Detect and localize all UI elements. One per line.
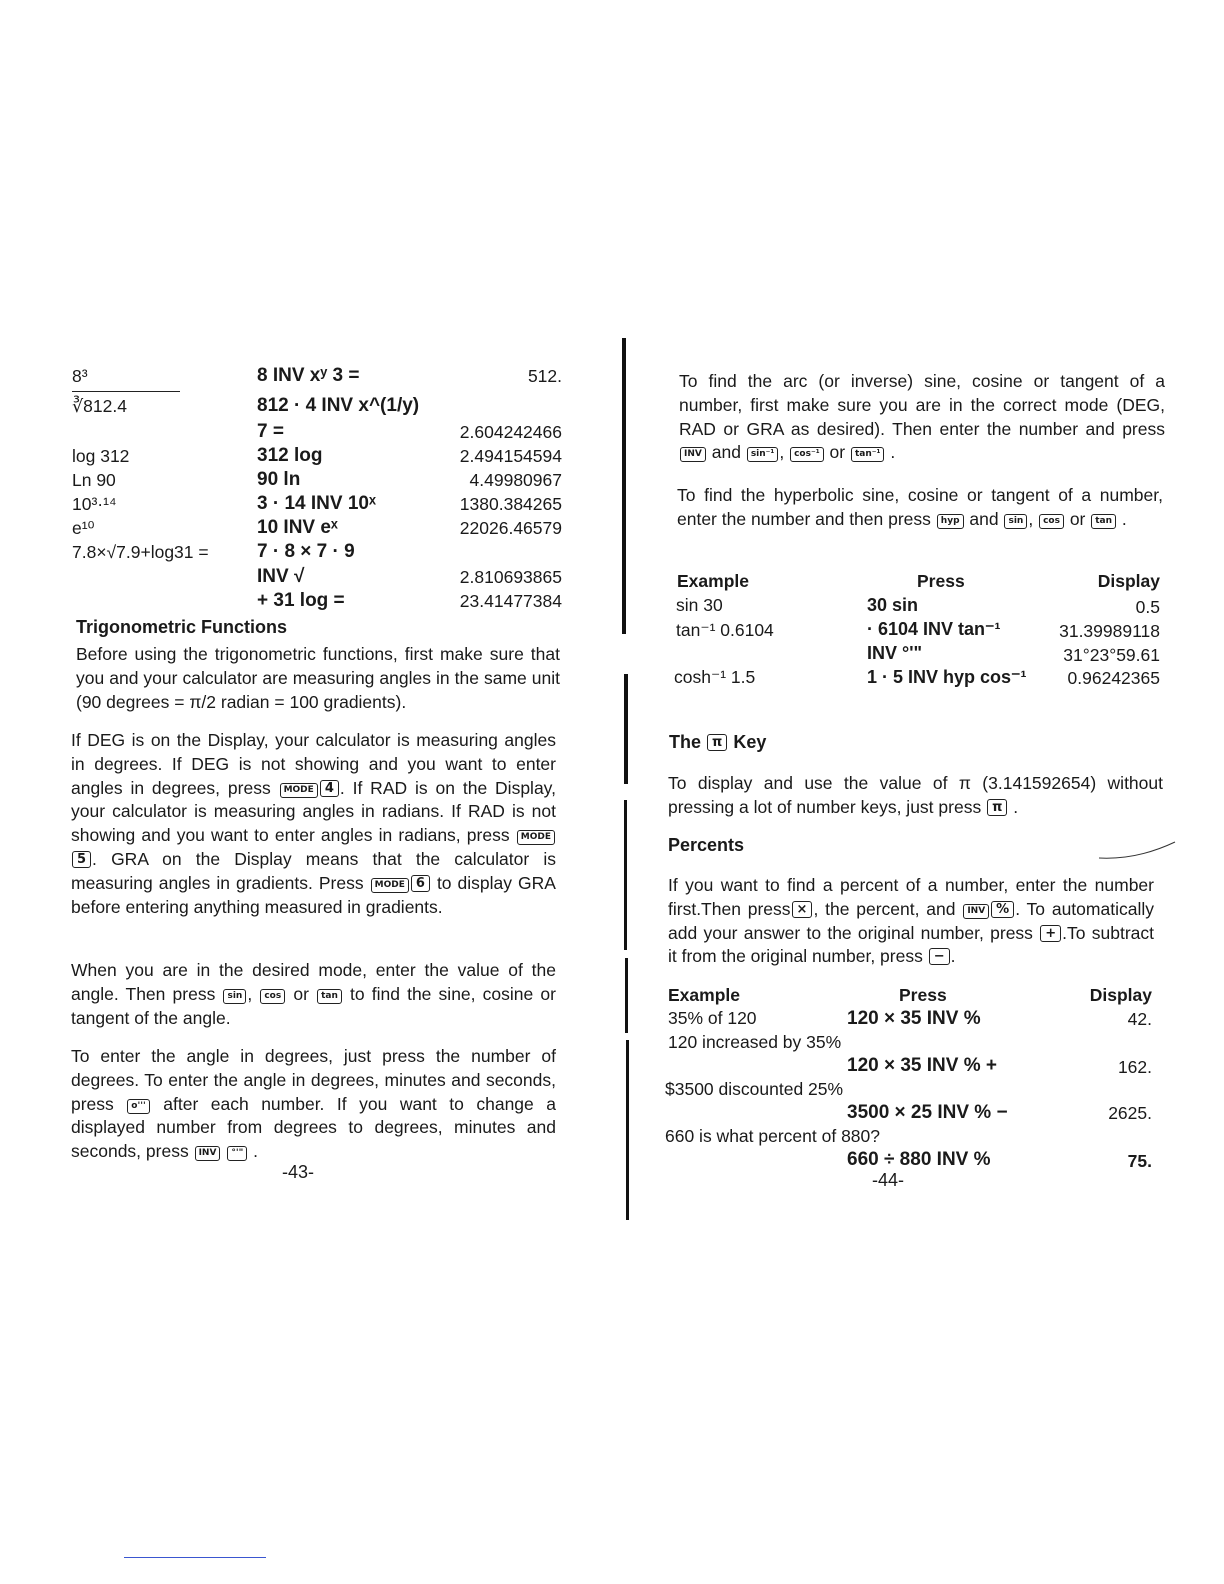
- display-cell: 162.: [1117, 1057, 1152, 1077]
- atan-key-icon: tan⁻¹: [851, 447, 884, 462]
- header-example: Example: [668, 985, 740, 1005]
- calc-display: 4.49980967: [469, 470, 562, 490]
- calc-expr: 10³·¹⁴: [72, 494, 117, 514]
- press-cell: INV °'": [867, 643, 923, 663]
- text: To display and use the value of π (3.141592654) without pressing a lot of number keys, just press: [668, 773, 1163, 817]
- binding-mark: [626, 1040, 629, 1220]
- plus-key-icon: +: [1040, 925, 1061, 942]
- calc-expr: Ln 90: [72, 470, 116, 490]
- calc-display: 1380.384265: [459, 494, 562, 514]
- trig-intro-paragraph: Before using the trigonometric functions, first make sure that you and your calculator are measuring angles in the same unit (90 degrees = π/2 radian = 100 gradients).: [76, 644, 560, 712]
- tan-key-icon: tan: [1091, 514, 1116, 529]
- calc-display: 2.810693865: [459, 567, 562, 587]
- inv-key-icon: INV: [680, 447, 706, 462]
- calc-keys: 812 · 4 INV x^(1/y): [257, 395, 420, 416]
- press-cell: 3500 × 25 INV % −: [847, 1102, 1008, 1123]
- text: . To automatically add your answer to the original number, press: [668, 898, 1154, 943]
- inv-key-icon: INV: [195, 1146, 221, 1161]
- calc-expr: 8³: [72, 366, 88, 386]
- press-cell: 30 sin: [867, 595, 919, 615]
- text: after each number. If you want to change a displayed number from degrees to degrees, minutes and seconds, press: [71, 1093, 556, 1162]
- text: .To subtract it from the original number, press: [668, 922, 1154, 967]
- display-cell: 31°23°59.61: [1063, 645, 1160, 665]
- display-cell: 42.: [1127, 1009, 1152, 1029]
- mode-paragraph: [71, 729, 556, 919]
- header-press: Press: [899, 985, 947, 1005]
- percent-key-icon: %: [991, 901, 1014, 918]
- calc-display: 23.41477384: [459, 591, 562, 611]
- example-cell: $3500 discounted 25%: [665, 1079, 844, 1099]
- text: or: [829, 442, 846, 463]
- pen-scribble: [1097, 840, 1177, 862]
- example-cell: 120 increased by 35%: [668, 1032, 842, 1052]
- dms-key-icon: °'": [227, 1146, 247, 1161]
- calc-expr: e¹⁰: [72, 518, 95, 538]
- calc-expr: ∛812.4: [72, 396, 127, 416]
- trig-heading: Trigonometric Functions: [76, 617, 288, 637]
- cos-key-icon: cos: [260, 989, 285, 1004]
- calc-keys: 7 · 8 × 7 · 9: [257, 541, 355, 562]
- inv-key-icon: INV: [963, 904, 989, 919]
- acos-key-icon: cos⁻¹: [790, 447, 824, 462]
- text: If DEG is on the Display, your calculator is measuring angles in degrees. If DEG is not showing and you want to enter angles in degrees, press: [71, 730, 556, 798]
- text: To find the hyperbolic sine, cosine or tangent of a number, enter the number and then press: [677, 485, 1163, 529]
- pi-key-icon: π: [707, 734, 727, 751]
- angle-paragraph: When you are in the desired mode, enter the value of the angle. Then press sin , cos or tan to find the sine, cosine or tangent of the angle.: [71, 960, 556, 1028]
- text: to display GRA before entering anything measured in gradients.: [71, 872, 556, 917]
- mode-key-icon: MODE: [280, 783, 318, 798]
- binding-mark: [624, 674, 628, 784]
- example-cell: 660 is what percent of 880?: [665, 1126, 881, 1146]
- text: Key: [733, 732, 767, 752]
- hyperbolic-paragraph: To find the hyperbolic sine, cosine or tangent of a number, enter the number and then press hyp and sin , cos or tan .: [677, 485, 1163, 529]
- calc-keys: 3 · 14 INV 10ˣ: [257, 493, 376, 514]
- mode-key-icon: MODE: [517, 830, 555, 845]
- binding-mark: [622, 338, 626, 634]
- calc-keys: + 31 log =: [257, 590, 345, 611]
- calc-display: 2.604242466: [459, 422, 562, 442]
- calc-keys: 312 log: [257, 445, 323, 466]
- calc-keys: 90 ln: [257, 469, 301, 490]
- text: If you want to find a percent of a number, enter the number first.Then press: [668, 875, 1154, 919]
- calc-expr: 7.8×√7.9+log31 =: [72, 542, 209, 562]
- sin-key-icon: sin: [223, 989, 246, 1004]
- pi-key-icon: π: [987, 799, 1007, 816]
- text: When you are in the desired mode, enter the value of the angle. Then press: [71, 960, 556, 1004]
- hyp-key-icon: hyp: [937, 514, 964, 529]
- press-cell: 120 × 35 INV %: [847, 1008, 981, 1029]
- header-display: Display: [1089, 985, 1152, 1005]
- example-cell: tan⁻¹ 0.6104: [676, 620, 774, 640]
- text: and: [711, 442, 741, 463]
- calc-keys: INV √: [257, 566, 305, 587]
- text: or: [1069, 508, 1086, 529]
- arc-paragraph: To find the arc (or inverse) sine, cosine or tangent of a number, first make sure you are in the correct mode (DEG, RAD or GRA as desired). Then enter the number and press INV and sin⁻¹ , cos⁻¹ or tan⁻¹ .: [679, 371, 1165, 463]
- dms-key-icon: o''': [127, 1099, 149, 1114]
- header-press: Press: [917, 571, 965, 591]
- text: . If RAD is on the Display, your calculator is measuring angles in radians. If RAD is not showing and you want to enter angles in radians, press: [71, 777, 556, 846]
- text: . GRA on the Display means that the calculator is measuring angles in gradients. Press: [71, 848, 556, 893]
- calc-display: 512.: [527, 366, 562, 386]
- text: or: [293, 983, 309, 1004]
- tan-key-icon: tan: [317, 989, 342, 1004]
- calc-keys: 8 INV xʸ 3 =: [257, 365, 360, 386]
- mode-key-icon: MODE: [371, 878, 409, 893]
- text: To find the arc (or inverse) sine, cosine or tangent of a number, first make sure you are in the correct mode (DEG, RAD or GRA as desired). Then enter the number and press: [679, 371, 1165, 439]
- text: and: [969, 508, 999, 529]
- header-example: Example: [677, 571, 749, 591]
- press-cell: 1 · 5 INV hyp cos⁻¹: [867, 667, 1027, 687]
- text: The: [669, 732, 702, 752]
- pi-key-heading: [669, 732, 766, 753]
- press-cell: 660 ÷ 880 INV %: [847, 1149, 991, 1170]
- example-cell: sin 30: [676, 595, 723, 615]
- percent-paragraph: If you want to find a percent of a number, enter the number first.Then press × , the percent, and INV % . To automatically add your answer to the original number, press + .To subtract it from the original number, press − .: [668, 875, 1154, 967]
- display-cell: 75.: [1127, 1151, 1152, 1171]
- percents-heading: Percents: [668, 835, 745, 855]
- display-cell: 0.5: [1135, 597, 1160, 617]
- minus-key-icon: −: [929, 948, 950, 965]
- cos-key-icon: cos: [1039, 514, 1064, 529]
- page-number: -43-: [282, 1162, 315, 1182]
- dms-paragraph: To enter the angle in degrees, just press the number of degrees. To enter the angle in degrees, minutes and seconds, press o''' after each number. If you want to change a displayed number from degrees to degrees, minutes and seconds, press INV °'" .: [71, 1046, 556, 1162]
- text: to find the sine, cosine or tangent of the angle.: [71, 983, 556, 1028]
- footer-rule: [124, 1557, 266, 1558]
- pi-paragraph: To display and use the value of π (3.141592654) without pressing a lot of number keys, just press π .: [668, 773, 1163, 817]
- binding-mark: [624, 800, 627, 950]
- text: , the percent, and: [813, 898, 956, 919]
- display-cell: 2625.: [1108, 1103, 1152, 1123]
- five-key-icon: 5: [72, 851, 91, 868]
- calc-display: 2.494154594: [459, 446, 562, 466]
- press-cell: · 6104 INV tan⁻¹: [867, 619, 1001, 639]
- four-key-icon: 4: [320, 780, 339, 797]
- fraction-line: [72, 391, 180, 392]
- display-cell: 31.39989118: [1059, 621, 1160, 641]
- sin-key-icon: sin: [1004, 514, 1027, 529]
- display-cell: 0.96242365: [1067, 668, 1160, 688]
- times-key-icon: ×: [792, 901, 813, 918]
- binding-mark: [625, 958, 628, 1033]
- six-key-icon: 6: [411, 875, 430, 892]
- calc-display: 22026.46579: [459, 518, 562, 538]
- text: To enter the angle in degrees, just press the number of degrees. To enter the angle in degrees, minutes and seconds, press: [71, 1046, 556, 1114]
- example-cell: cosh⁻¹ 1.5: [674, 667, 756, 687]
- press-cell: 120 × 35 INV % +: [847, 1055, 997, 1076]
- page-number: -44-: [872, 1170, 905, 1190]
- calc-keys: 10 INV eˣ: [257, 517, 338, 538]
- calc-expr: log 312: [72, 446, 130, 466]
- header-display: Display: [1097, 571, 1160, 591]
- example-cell: 35% of 120: [668, 1008, 757, 1028]
- asin-key-icon: sin⁻¹: [747, 447, 779, 462]
- calc-keys: 7 =: [257, 421, 284, 442]
